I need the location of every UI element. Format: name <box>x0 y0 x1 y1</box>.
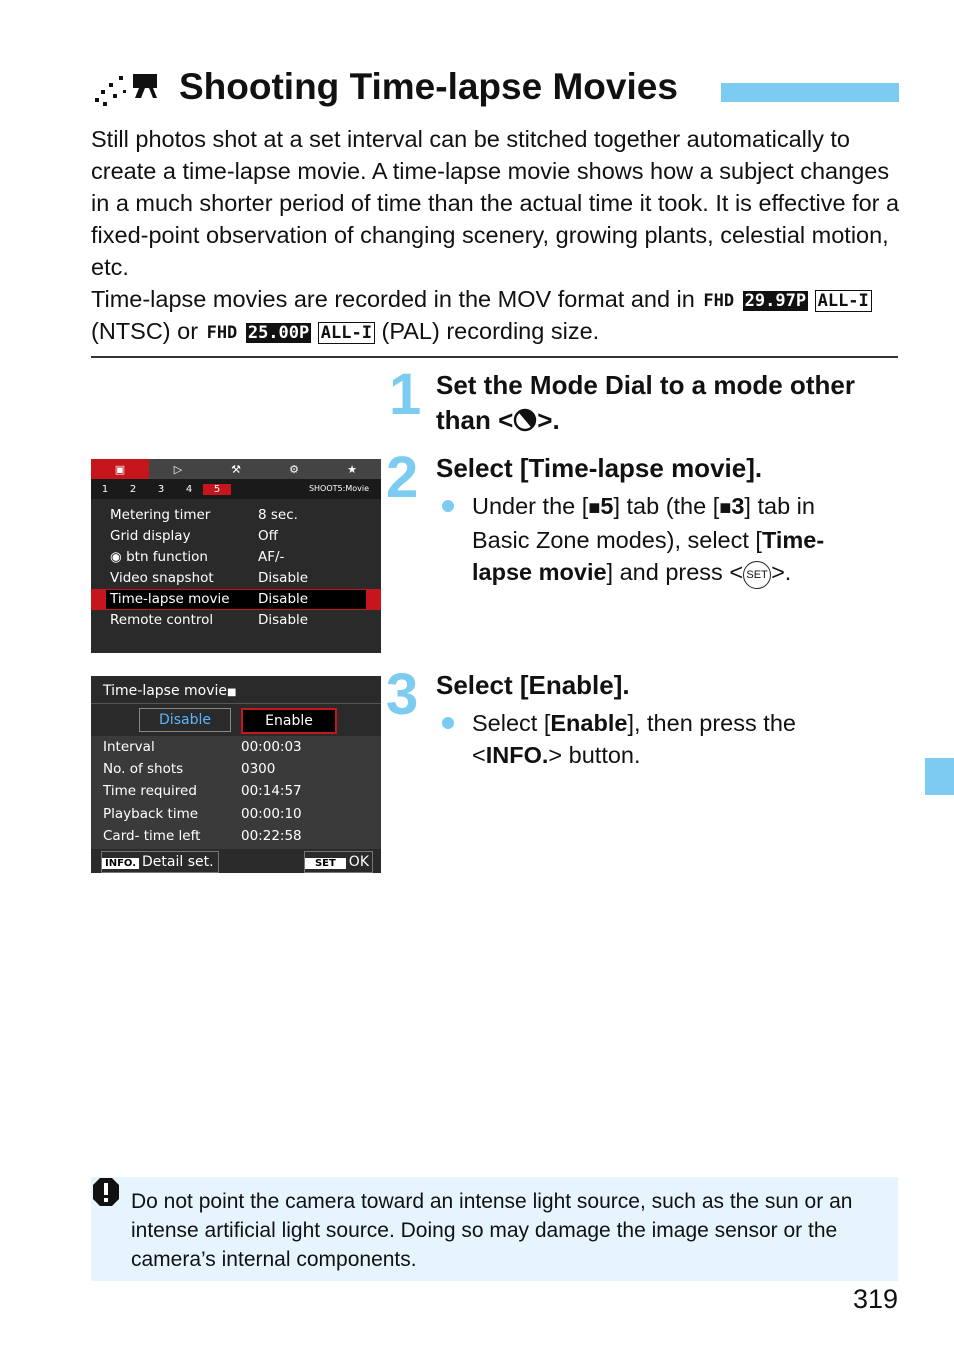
caution-icon <box>92 1177 118 1207</box>
disable-button[interactable]: Disable <box>139 708 231 732</box>
bullet <box>442 500 454 512</box>
eye-icon: ◉ <box>110 549 122 565</box>
star-icon: ★ <box>347 462 357 476</box>
frame-rate-2997-icon: 29.97P <box>744 291 807 311</box>
camera-icon: ■ <box>719 497 732 519</box>
all-i-icon: ALL-I <box>318 322 375 344</box>
step-2-instructions: Under the [■5] tab (the [■3] tab in Basic Zone modes), select [Time- lapse movie] and press < SET >. <box>472 490 902 589</box>
menu-row[interactable]: Remote control Disable <box>110 612 309 628</box>
menu-row[interactable]: Grid display Off <box>110 528 278 544</box>
subtab-5[interactable]: 5 <box>203 484 231 495</box>
setting-row: Interval 00:00:03 <box>103 739 302 755</box>
subtab-3[interactable]: 3 <box>157 483 165 495</box>
subtab-4[interactable]: 4 <box>185 483 193 495</box>
camera-icon: ▣ <box>114 462 126 476</box>
fhd-icon: FHD <box>703 291 735 311</box>
time-lapse-movie-icon: ■ <box>227 687 237 698</box>
all-i-icon: ALL-I <box>815 290 872 312</box>
frame-rate-2500-icon: 25.00P <box>247 323 310 343</box>
timelapse-screen <box>91 676 381 873</box>
divider <box>91 356 898 358</box>
footer-ok[interactable]: SET OK <box>304 851 373 873</box>
title-underline <box>91 703 381 704</box>
tab-playback[interactable] <box>149 459 207 479</box>
title-accent-bar <box>721 83 899 102</box>
step-1-title: Set the Mode Dial to a mode other than < >. <box>436 370 855 435</box>
wrench-icon: ⚒ <box>231 462 241 476</box>
timelapse-title: Time-lapse movie■ <box>103 683 237 699</box>
step-2-title: Select [Time-lapse movie]. <box>436 453 763 483</box>
page-title: Shooting Time-lapse Movies <box>179 66 678 107</box>
custom-icon: ⚙ <box>289 462 299 476</box>
set-button-icon: SET <box>743 561 771 589</box>
footer-info[interactable]: INFO. Detail set. <box>101 851 219 873</box>
tab-setup[interactable] <box>207 459 265 479</box>
info-button-icon: INFO. <box>485 742 549 768</box>
menu-row[interactable]: Video snapshot Disable <box>110 570 309 586</box>
step-3-title: Select [Enable]. <box>436 670 630 700</box>
intro-paragraph-1: Still photos shot at a set interval can be stitched together automatically to create a time-lapse movie. A time-lapse movie shows how a subject changes in a much shorter period of time than the actual time it took. It is effective for a fixed-point observation of changing scenery, growing plants, celestial motion, etc. <box>91 126 900 280</box>
menu-row[interactable]: ◉ btn function AF/- <box>110 549 285 565</box>
step-number: 3 <box>386 662 419 727</box>
menu-tabs <box>91 459 381 479</box>
setting-row: Time required 00:14:57 <box>103 783 302 799</box>
menu-screen <box>91 459 381 653</box>
step-number: 2 <box>386 445 419 510</box>
side-tab-marker <box>925 758 954 795</box>
camera-icon: ■ <box>588 497 601 519</box>
setting-row: Playback time 00:00:10 <box>103 806 302 822</box>
subtab-1[interactable]: 1 <box>101 483 109 495</box>
mode-label: SHOOT5:Movie <box>308 484 369 493</box>
time-lapse-movie-icon <box>93 70 165 110</box>
menu-row-selected[interactable]: Time-lapse movie Disable <box>91 589 381 610</box>
intro-paragraph-2: Time-lapse movies are recorded in the MOV format and in FHD 29.97P ALL-I (NTSC) or FHD 25.00P ALL-I (PAL) recording size. <box>91 283 903 347</box>
setting-row: Card- time left 00:22:58 <box>103 828 302 844</box>
play-icon: ▷ <box>173 462 183 476</box>
step-number: 1 <box>389 362 422 427</box>
tab-camera[interactable] <box>91 459 149 479</box>
tab-my-menu[interactable] <box>323 459 381 479</box>
tab-custom[interactable] <box>265 459 323 479</box>
caution-text: Do not point the camera toward an intense light source, such as the sun or an intense artificial light source. Doing so may damage the image sensor or the camera’s internal components. <box>131 1190 853 1271</box>
setting-row: No. of shots 0300 <box>103 761 276 777</box>
bullet <box>442 717 454 729</box>
menu-row[interactable]: Metering timer 8 sec. <box>110 507 298 523</box>
enable-button[interactable]: Enable <box>241 708 337 734</box>
step-3-instructions: Select [Enable], then press the <INFO.> button. <box>472 710 796 768</box>
subtabs <box>91 479 381 499</box>
fhd-icon: FHD <box>206 323 238 343</box>
intro-text <box>91 123 903 347</box>
subtab-2[interactable]: 2 <box>129 483 137 495</box>
page-number: 319 <box>852 1284 898 1314</box>
special-scene-mode-icon <box>513 406 537 430</box>
